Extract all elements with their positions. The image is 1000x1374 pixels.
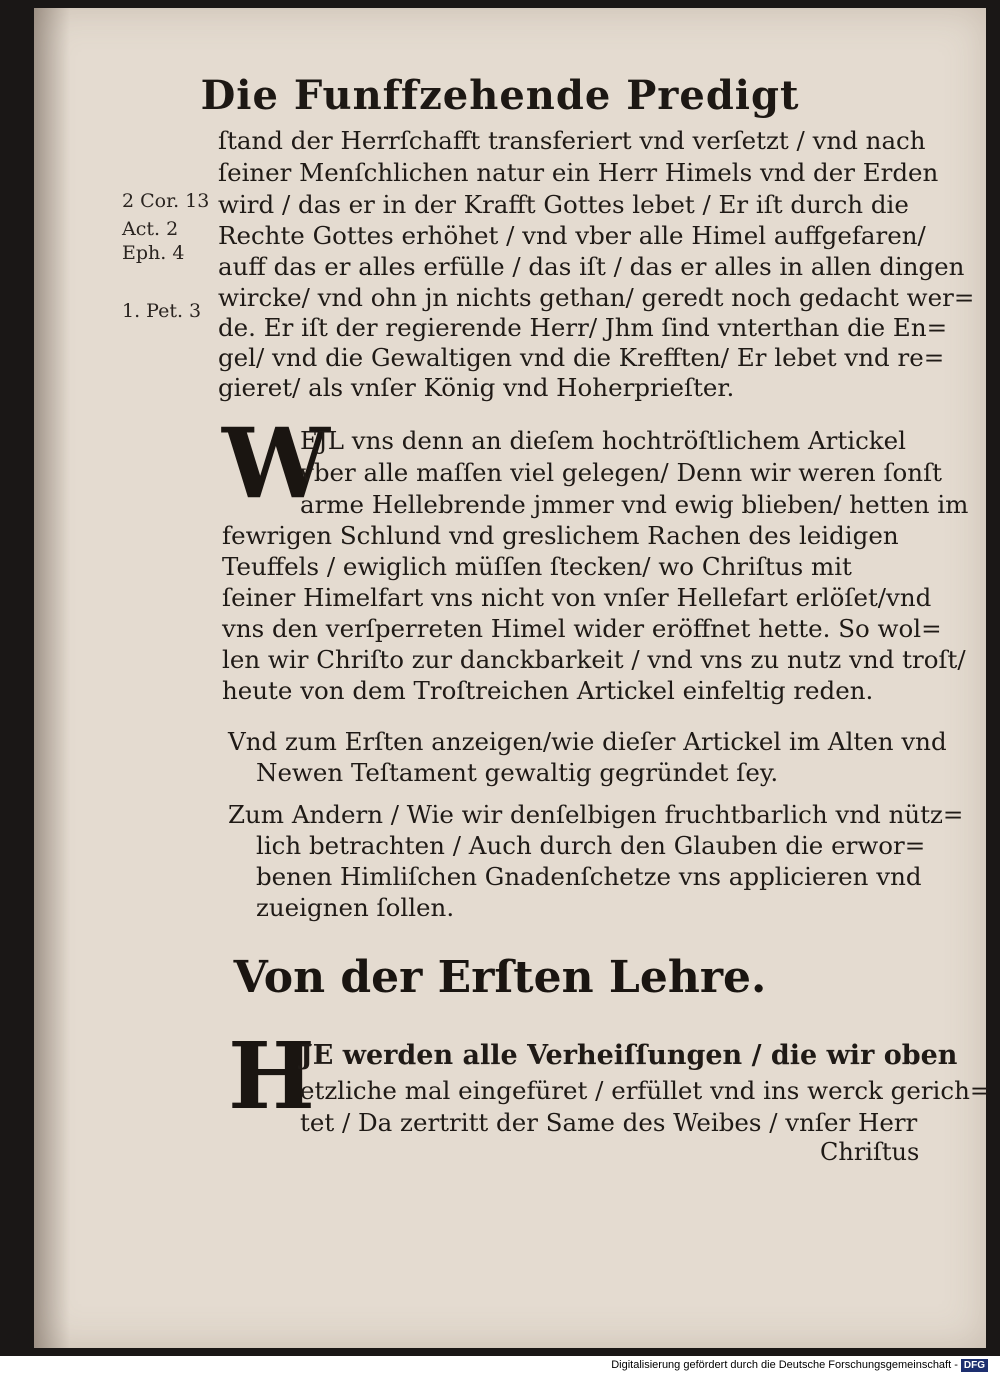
text-line: JE werden alle Verheiſſungen / die wir oben — [300, 1040, 958, 1071]
text-line: heute von dem Troſtreichen Artickel einfeltig reden. — [222, 676, 874, 705]
text-line: gieret/ als vnſer König vnd Hoherprieſter. — [218, 373, 735, 402]
text-line: zueignen ſollen. — [256, 893, 455, 922]
text-line: EJL vns denn an dieſem hochtröſtlichem Artickel — [300, 426, 906, 455]
text-line: gel/ vnd die Gewaltigen vnd die Krefften/ Er lebet vnd re= — [218, 343, 945, 372]
text-line: benen Himliſchen Gnadenſchetze vns applicieren vnd — [256, 862, 922, 891]
text-line: vber alle maſſen viel gelegen/ Denn wir weren ſonſt — [300, 458, 943, 487]
text-line: auff das er alles erfülle / das iſt / das er alles in allen dingen — [218, 252, 965, 281]
page-gutter-shadow — [34, 8, 70, 1348]
catchword: Chriſtus — [820, 1138, 920, 1166]
text-line: tet / Da zertritt der Same des Weibes / vnſer Herr — [300, 1108, 918, 1137]
text-line: fewrigen Schlund vnd greslichem Rachen des leidigen — [222, 521, 899, 550]
text-line: wircke/ vnd ohn jn nichts gethan/ geredt noch gedacht wer= — [218, 283, 975, 312]
text-line: lich betrachten / Auch durch den Glauben die erwor= — [256, 831, 926, 860]
text-line: Newen Teſtament gewaltig gegründet ſey. — [256, 758, 779, 787]
drop-cap: H — [228, 1022, 315, 1130]
dfg-logo-icon: DFG — [961, 1359, 988, 1372]
text-line: vns den verſperreten Himel wider eröffnet hette. So wol= — [222, 614, 942, 643]
text-line: wird / das er in der Krafft Gottes lebet / Er iſt durch die — [218, 190, 909, 219]
footer-credit — [611, 1356, 988, 1374]
drop-cap: W — [222, 407, 330, 520]
text-line: ſeiner Himelfart vns nicht von vnſer Hellefart erlöſet/vnd — [222, 583, 932, 612]
text-line: Zum Andern / Wie wir denſelbigen fruchtbarlich vnd nütz= — [228, 800, 964, 829]
margin-note: Eph. 4 — [122, 242, 185, 264]
text-line: arme Hellebrende jmmer vnd ewig blieben/ hetten im — [300, 490, 969, 519]
text-line: ſeiner Menſchlichen natur ein Herr Himels vnd der Erden — [218, 158, 939, 187]
text-line: Teuffels / ewiglich müſſen ſtecken/ wo Chriſtus mit — [222, 552, 852, 581]
text-line: ſtand der Herrſchafft transferiert vnd verſetzt / vnd nach — [218, 126, 926, 155]
text-line: de. Er iſt der regierende Herr/ Jhm ſind vnterthan die En= — [218, 313, 948, 342]
margin-note: Act. 2 — [122, 218, 179, 240]
text-line: Rechte Gottes erhöhet / vnd vber alle Himel auffgefaren/ — [218, 221, 926, 250]
page-header: Die Funffzehende Predigt — [200, 72, 800, 119]
text-line: Vnd zum Erſten anzeigen/wie dieſer Artickel im Alten vnd — [228, 727, 947, 756]
text-line: len wir Chriſto zur danckbarkeit / vnd vns zu nutz vnd troſt/ — [222, 645, 966, 674]
footer-text: Digitalisierung gefördert durch die Deutsche Forschungsgemeinschaft - — [611, 1359, 958, 1371]
text-line: etzliche mal eingefüret / erfüllet vnd ins werck gerich= — [300, 1076, 991, 1105]
section-heading: Von der Erſten Lehre. — [233, 952, 767, 1003]
margin-note: 1. Pet. 3 — [122, 300, 202, 322]
margin-note: 2 Cor. 13 — [122, 190, 210, 212]
